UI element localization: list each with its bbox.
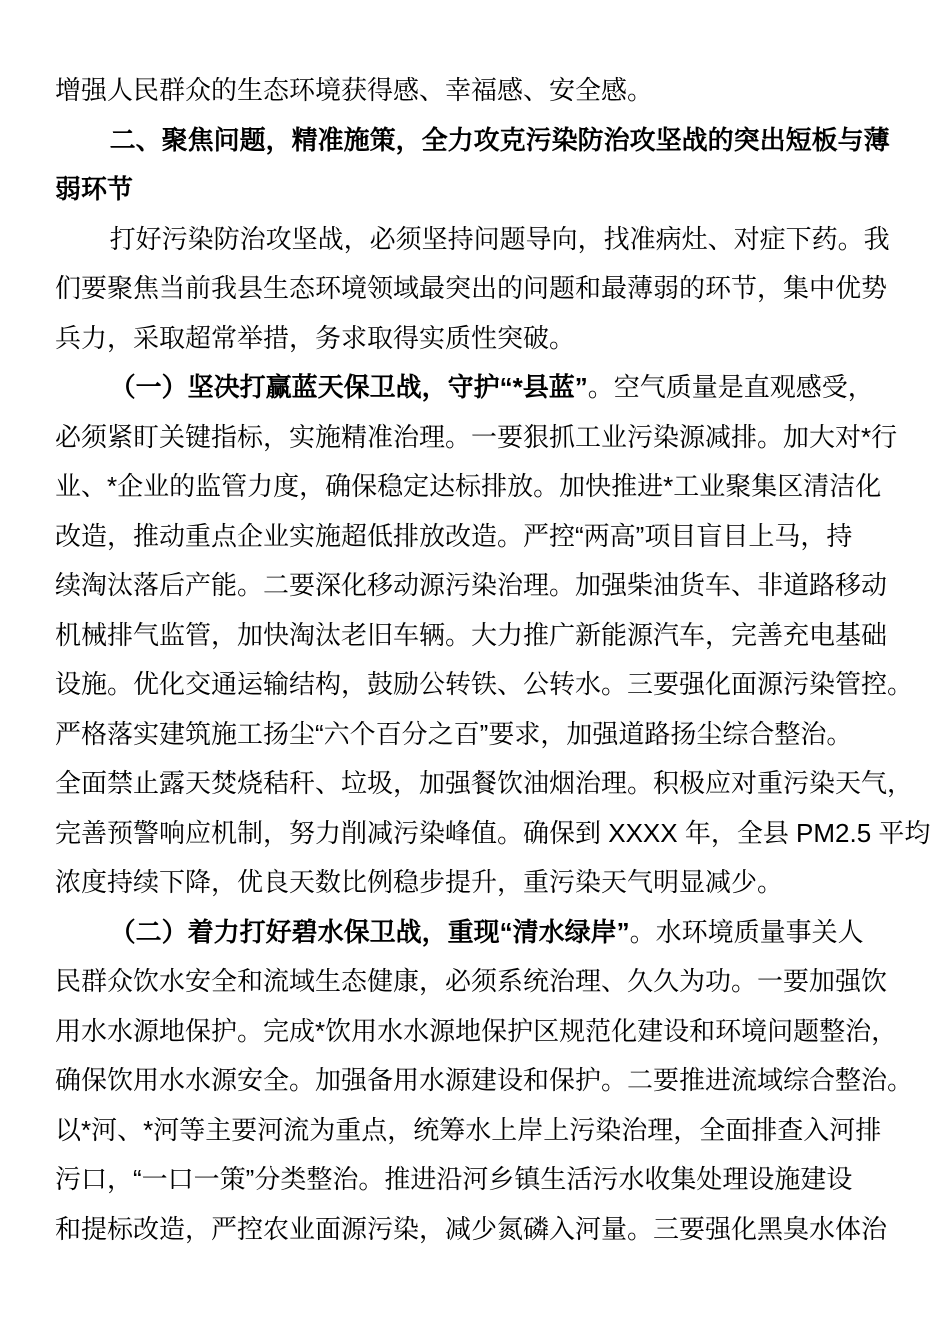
body-run: 改造，推动重点企业实施超低排放改造。严控“两高”项目盲目上马，持 bbox=[55, 520, 853, 551]
body-run: 全面禁止露天焚烧秸秆、垃圾，加强餐饮油烟治理。积极应对重污染天气， bbox=[55, 768, 914, 798]
text-line bbox=[55, 1007, 915, 1057]
text-line bbox=[55, 1205, 915, 1255]
body-run: 打好污染防治攻坚战，必须坚持问题导向，找准病灶、对症下药。我 bbox=[109, 223, 890, 254]
text-line bbox=[55, 165, 915, 215]
text-line bbox=[55, 710, 915, 760]
body-run: 完善预警响应机制，努力削减污染峰值。确保到 XXXX 年，全县 PM2.5 平均 bbox=[55, 817, 931, 848]
text-line bbox=[55, 512, 915, 562]
text-line bbox=[55, 66, 915, 116]
text-line bbox=[55, 809, 931, 859]
document-text bbox=[55, 66, 931, 1254]
body-run: 浓度持续下降，优良天数比例稳步提升，重污染天气明显减少。 bbox=[55, 867, 784, 897]
text-line bbox=[55, 660, 915, 710]
text-line bbox=[55, 759, 915, 809]
body-run: 们要聚焦当前我县生态环境领域最突出的问题和最薄弱的环节，集中优势 bbox=[55, 273, 888, 303]
text-line bbox=[55, 1106, 915, 1156]
text-line bbox=[55, 314, 915, 364]
text-line bbox=[55, 611, 915, 661]
body-run: 严格落实建筑施工扬尘“六个百分之百”要求，加强道路扬尘综合整治。 bbox=[55, 718, 853, 749]
body-run: 用水水源地保护。完成*饮用水水源地保护区规范化建设和环境问题整治， bbox=[55, 1015, 898, 1046]
heading-run: 弱环节 bbox=[55, 174, 134, 204]
body-run: 业、*企业的监管力度，确保稳定达标排放。加快推进*工业聚集区清洁化 bbox=[55, 471, 882, 501]
body-run: 确保饮用水水源安全。加强备用水源建设和保护。二要推进流域综合整治。 bbox=[55, 1065, 914, 1095]
body-run: 兵力，采取超常举措，务求取得实质性突破。 bbox=[55, 322, 576, 353]
body-run: 污口，“一口一策”分类整治。推进沿河乡镇生活污水收集处理设施建设 bbox=[55, 1164, 853, 1194]
body-run: 机械排气监管，加快淘汰老旧车辆。大力推广新能源汽车，完善充电基础 bbox=[55, 619, 888, 650]
text-line bbox=[55, 413, 915, 463]
text-line bbox=[55, 264, 915, 314]
body-run: 民群众饮水安全和流域生态健康，必须系统治理、久久为功。一要加强饮 bbox=[55, 966, 888, 996]
body-run: 。空气质量是直观感受， bbox=[587, 372, 874, 402]
text-line bbox=[55, 561, 915, 611]
text-line bbox=[55, 116, 915, 166]
text-line bbox=[55, 858, 915, 908]
text-line bbox=[55, 462, 915, 512]
heading-run: 二、聚焦问题，精准施策，全力攻克污染防治攻坚战的突出短板与薄 bbox=[109, 124, 890, 155]
body-run: 和提标改造，严控农业面源污染，减少氮磷入河量。三要强化黑臭水体治 bbox=[55, 1213, 888, 1244]
text-line bbox=[55, 215, 915, 265]
heading-run: （二）着力打好碧水保卫战，重现“清水绿岸” bbox=[109, 916, 630, 947]
text-line bbox=[55, 908, 915, 958]
body-run: 。水环境质量事关人 bbox=[629, 916, 864, 947]
body-run: 续淘汰落后产能。二要深化移动源污染治理。加强柴油货车、非道路移动 bbox=[55, 570, 888, 600]
body-run: 以*河、*河等主要河流为重点，统筹水上岸上污染治理，全面排查入河排 bbox=[55, 1114, 882, 1145]
text-line bbox=[55, 363, 915, 413]
body-run: 必须紧盯关键指标，实施精准治理。一要狠抓工业污染源减排。加大对*行 bbox=[55, 421, 898, 452]
text-line bbox=[55, 1155, 915, 1205]
body-run: 增强人民群众的生态环境获得感、幸福感、安全感。 bbox=[55, 75, 654, 105]
text-line bbox=[55, 1056, 915, 1106]
body-run: 设施。优化交通运输结构，鼓励公转铁、公转水。三要强化面源污染管控。 bbox=[55, 669, 914, 699]
heading-run: （一）坚决打赢蓝天保卫战，守护“*县蓝” bbox=[109, 372, 588, 402]
text-line bbox=[55, 957, 915, 1007]
